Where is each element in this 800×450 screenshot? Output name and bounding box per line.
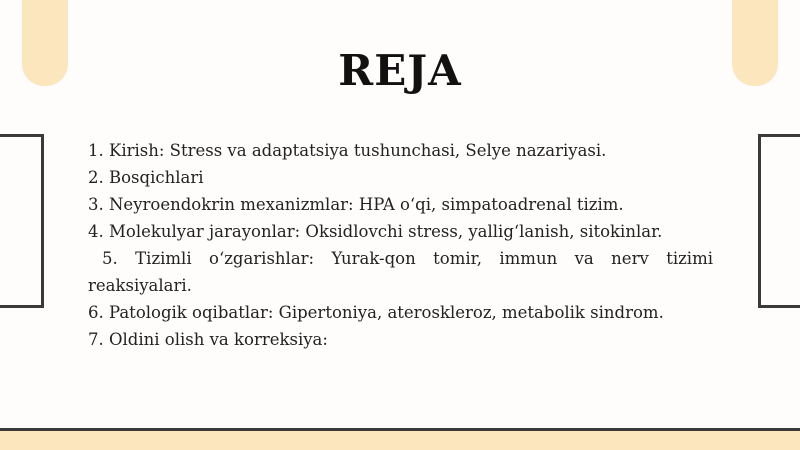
plan-item-2: 2. Bosqichlari <box>88 168 204 187</box>
plan-item-5-line-1: 5. Tizimli o‘zgarishlar: Yurak-qon tomir, immun va nerv tizimi <box>102 249 713 268</box>
decorative-bracket-right <box>758 134 800 308</box>
plan-item-1: 1. Kirish: Stress va adaptatsiya tushunchasi, Selye nazariyasi. <box>88 141 607 160</box>
plan-item-5 <box>88 245 713 299</box>
plan-list <box>88 137 713 353</box>
decorative-bracket-left <box>0 134 44 308</box>
plan-item-6: 6. Patologik oqibatlar: Gipertoniya, ateroskleroz, metabolik sindrom. <box>88 303 664 322</box>
plan-item-5-line-2: reaksiyalari. <box>88 276 192 295</box>
bottom-band <box>0 431 800 450</box>
plan-item-4: 4. Molekulyar jarayonlar: Oksidlovchi stress, yallig‘lanish, sitokinlar. <box>88 222 663 241</box>
slide-title: REJA <box>338 46 462 95</box>
plan-item-3: 3. Neyroendokrin mexanizmlar: HPA o‘qi, simpatoadrenal tizim. <box>88 195 624 214</box>
plan-item-7: 7. Oldini olish va korreksiya: <box>88 330 328 349</box>
